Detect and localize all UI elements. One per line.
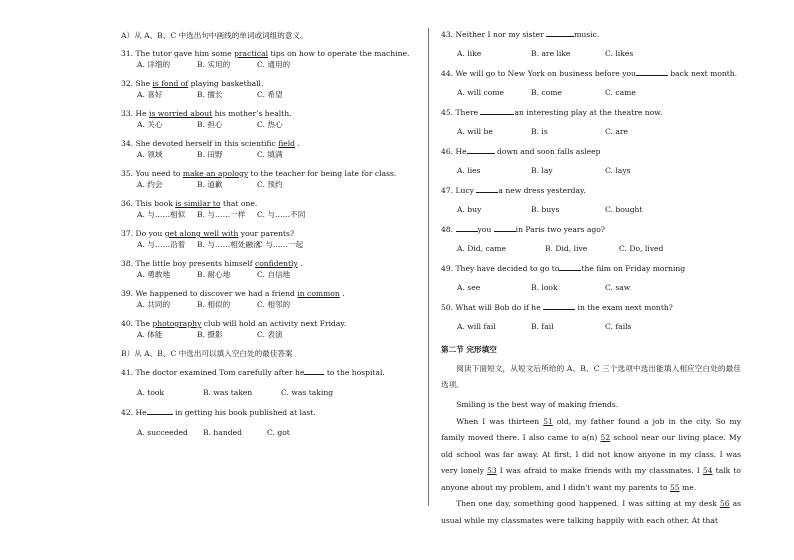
option-b[interactable]: B. are like [531, 49, 571, 58]
cloze-instruction: 阅读下面短文，从短文后所给的 A、B、C 三个选项中选出能填入相应空白处的最佳选项。 [441, 364, 741, 389]
question-40: 40. The photography club will hold an activity next Friday. [121, 319, 347, 328]
option-a[interactable]: A. 共同的 [137, 300, 171, 309]
option-a[interactable]: A. buy [457, 205, 482, 214]
answer-blank[interactable] [636, 67, 668, 76]
question-32: 32. She is fond of playing basketball. [121, 79, 264, 88]
option-a[interactable]: A. like [457, 49, 482, 58]
option-b[interactable]: B. look [531, 283, 558, 292]
option-a[interactable]: A. will be [457, 127, 493, 136]
blank-52[interactable]: 52 [600, 433, 611, 442]
option-c[interactable]: C. saw [605, 283, 631, 292]
option-c[interactable]: C. 填满 [257, 150, 283, 159]
question-41: 41. The doctor examined Tom carefully after he to the hospital. [121, 368, 385, 377]
question-36: 36. This book is similar to that one. [121, 199, 258, 208]
question-49-options [441, 282, 741, 293]
option-b[interactable]: B. 实用的 [197, 60, 231, 69]
question-45: 45. There an interesting play at the theatre now. [441, 108, 663, 117]
blank-53[interactable]: 53 [487, 466, 497, 475]
option-c[interactable]: C. was taking [281, 388, 334, 397]
option-a[interactable]: A. Did, came [457, 244, 506, 253]
question-49: 49. They have decided to go to the film on Friday morning [441, 264, 686, 273]
option-b[interactable]: B. is [531, 127, 548, 136]
option-b[interactable]: B. 摄影 [197, 330, 223, 339]
option-a[interactable]: A. succeeded [137, 428, 188, 437]
option-a[interactable]: A. see [457, 283, 481, 292]
answer-blank[interactable] [480, 106, 514, 115]
question-46: 46. He down and soon falls asleep [441, 147, 601, 156]
question-38-options [121, 269, 417, 280]
right-column [441, 28, 741, 529]
option-b[interactable]: B. 担心 [197, 120, 223, 129]
answer-blank[interactable] [304, 366, 324, 375]
question-35-options [121, 179, 417, 190]
option-b[interactable]: B. 相似的 [197, 300, 231, 309]
question-46-options [441, 165, 741, 176]
option-a[interactable]: A. 勇敢地 [137, 270, 171, 279]
question-50-options [441, 321, 741, 332]
question-35: 35. You need to make an apology to the teacher for being late for class. [121, 169, 397, 178]
question-32-options [121, 89, 417, 100]
blank-51[interactable]: 51 [543, 416, 553, 426]
option-a[interactable]: A. lies [457, 166, 481, 175]
answer-blank[interactable] [147, 406, 173, 415]
option-b[interactable]: B. was taken [203, 388, 253, 397]
question-42: 42. He in getting his book published at last. [121, 408, 316, 417]
question-41-options [121, 387, 417, 398]
option-c[interactable]: C. lays [605, 166, 631, 175]
question-43: 43. Neither I nor my sister music. [441, 30, 600, 39]
option-c[interactable]: C. 自信地 [257, 270, 291, 279]
question-38: 38. The little boy presents himself confidently . [121, 259, 303, 268]
answer-blank[interactable] [546, 28, 574, 37]
option-c[interactable]: C. 相邻的 [257, 300, 291, 309]
question-34: 34. She devoted herself in this scientific field . [121, 139, 300, 148]
question-47: 47. Lucy a new dress yesterday. [441, 186, 586, 195]
question-36-options [121, 209, 417, 220]
question-33: 33. He is worried about his mother’s health. [121, 109, 292, 118]
option-b[interactable]: B. come [531, 88, 562, 97]
cloze-passage [441, 397, 741, 529]
question-40-options [121, 329, 417, 340]
option-a[interactable]: A. 与……相似 [137, 210, 186, 219]
option-b[interactable]: B. 擅长 [197, 90, 223, 99]
passage-paragraph-2: Then one day, something good happened. I was sitting at my desk 56 as usual while my classmates were talking happily with each other. At that [441, 499, 742, 525]
option-a[interactable]: A. will fail [457, 322, 496, 331]
option-a[interactable]: A. 领域 [137, 150, 163, 159]
option-c[interactable]: C. 与……不同 [257, 210, 306, 219]
option-a[interactable]: A. took [137, 388, 165, 397]
section-b-title: B）从 A、B、C 中选出可以填入空白处的最佳答案 [121, 349, 293, 358]
answer-blank[interactable] [559, 262, 581, 271]
question-34-options [121, 149, 417, 160]
question-31-options [121, 59, 417, 70]
option-c[interactable]: C. likes [605, 49, 634, 58]
answer-blank[interactable] [467, 145, 495, 154]
option-c[interactable]: C. are [605, 127, 629, 136]
blank-56[interactable]: 56 [719, 499, 730, 508]
answer-blank[interactable] [456, 223, 478, 232]
section-a-title: A）从 A、B、C 中选出句中画线的单词或词组的意义。 [121, 31, 308, 40]
passage-paragraph-1: When I was thirteen 51 old, my father found a job in the city. So my family moved there. I also came to a(n) 52 school near our living place. My old school was far away. At first, I did not know anyone in my class. I was very lonely 53 I was afraid to make friends with my classmates. I 54 talk to anyone about my problem, and I didn't want my parents to 55 me. [441, 416, 742, 492]
option-c[interactable]: C. bought [605, 205, 643, 214]
option-c[interactable]: C. 预约 [257, 180, 283, 189]
option-c[interactable]: C 与……一起 [257, 240, 304, 249]
option-c[interactable]: C. fails [605, 322, 632, 331]
option-a[interactable]: A. 详细的 [137, 60, 171, 69]
passage-title: Smiling is the best way of making friends. [456, 400, 619, 409]
option-c[interactable]: C. got [267, 428, 290, 437]
question-37: 37. Do you get along well with your parents? [121, 229, 295, 238]
option-b[interactable]: B. 与……一样 [197, 210, 246, 219]
question-47-options [441, 204, 741, 215]
option-a[interactable]: A. will come [457, 88, 505, 97]
question-43-options [441, 48, 741, 59]
question-37-options [121, 239, 417, 250]
option-a[interactable]: A. 约会 [137, 180, 163, 189]
question-31: 31. The tutor gave him some practical tips on how to operate the machine. [121, 49, 410, 58]
question-33-options [121, 119, 417, 130]
option-a[interactable]: A. 体能 [137, 330, 163, 339]
option-b[interactable]: B. Did, live [545, 244, 588, 253]
option-c[interactable]: C. 热心 [257, 120, 283, 129]
question-39: 39. We happened to discover we had a friend in common . [121, 289, 345, 298]
question-50: 50. What will Bob do if he in the exam next month? [441, 303, 673, 312]
blank-54[interactable]: 54 [702, 466, 713, 475]
question-44-options [441, 87, 741, 98]
question-48: 48. you in Paris two years ago? [441, 225, 605, 234]
option-c[interactable]: C. 通用的 [257, 60, 291, 69]
option-b[interactable]: B. 与……相处融洽 [197, 240, 261, 249]
question-44: 44. We will go to New York on business before you back next month. [441, 69, 738, 78]
option-c[interactable]: C. Do, lived [619, 244, 664, 253]
option-b[interactable]: B. 耐心地 [197, 270, 231, 279]
section-2-title: 第二节 完形填空 [441, 345, 497, 354]
option-a[interactable]: A. 与……沿着 [137, 240, 186, 249]
option-b[interactable]: B. lay [531, 166, 553, 175]
option-c[interactable]: C. came [605, 88, 636, 97]
left-column [121, 28, 417, 446]
option-b[interactable]: B. buys [531, 205, 560, 214]
option-a[interactable]: A. 喜好 [137, 90, 163, 99]
blank-55[interactable]: 55 [669, 482, 680, 492]
answer-blank[interactable] [543, 301, 575, 310]
question-42-options [121, 427, 417, 438]
option-c[interactable]: C. 表演 [257, 330, 283, 339]
column-divider [428, 28, 429, 506]
option-c[interactable]: C. 希望 [257, 90, 283, 99]
option-b[interactable]: B. 道歉 [197, 180, 223, 189]
question-45-options [441, 126, 741, 137]
option-b[interactable]: B. 田野 [197, 150, 223, 159]
answer-blank[interactable] [476, 184, 498, 193]
answer-blank[interactable] [494, 223, 516, 232]
option-b[interactable]: B. fail [531, 322, 554, 331]
question-48-options [441, 243, 741, 254]
option-a[interactable]: A. 关心 [137, 120, 163, 129]
question-39-options [121, 299, 417, 310]
option-b[interactable]: B. handed [203, 428, 242, 437]
